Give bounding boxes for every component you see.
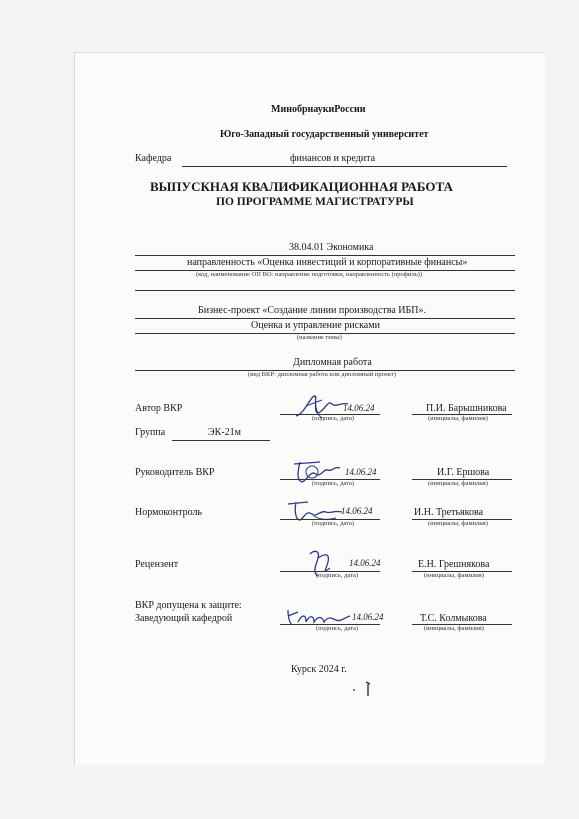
- reviewer-name-caption: (инициалы, фамилия): [424, 572, 484, 579]
- head-date: 14.06.24: [352, 612, 384, 622]
- city-year: Курск 2024 г.: [291, 664, 347, 675]
- department-value: финансов и кредита: [290, 153, 376, 164]
- head-name: Т.С. Колмыкова: [420, 613, 487, 624]
- topic-caption: (название темы): [297, 334, 342, 341]
- normocontrol-signature-caption: (подпись, дата): [312, 520, 355, 527]
- program-caption: (код, наименование ОП ВО: направление подготовки, направленность (профиль)): [196, 271, 422, 278]
- work-type-value: Дипломная работа: [293, 357, 372, 368]
- university-title: Юго-Западный государственный университет: [220, 129, 429, 140]
- author-date: 14.06.24: [343, 403, 375, 413]
- document-title: ВЫПУСКНАЯ КВАЛИФИКАЦИОННАЯ РАБОТА: [150, 179, 453, 194]
- head-role-label: Заведующий кафедрой: [135, 613, 233, 624]
- normocontrol-name: И.Н. Третьякова: [414, 507, 484, 518]
- author-name-caption: (инициалы, фамилия): [428, 415, 488, 422]
- author-role-label: Автор ВКР: [135, 403, 183, 414]
- group-label: Группа: [135, 427, 166, 438]
- program-code: 38.04.01 Экономика: [289, 242, 374, 253]
- normocontrol-name-caption: (инициалы, фамилия): [428, 520, 488, 527]
- supervisor-name: И.Г. Ершова: [437, 467, 490, 478]
- program-code-underline: [135, 255, 515, 256]
- author-signature-caption: (подпись, дата): [312, 415, 355, 422]
- ministry-title: МинобрнаукиРоссии: [271, 104, 366, 115]
- head-signature-caption: (подпись, дата): [316, 625, 359, 632]
- normocontrol-date: 14.06.24: [341, 506, 373, 516]
- reviewer-name: Е.Н. Грешнякова: [418, 559, 490, 570]
- normocontrol-role-label: Нормоконтроль: [135, 507, 203, 518]
- head-name-caption: (инициалы, фамилия): [424, 625, 484, 632]
- reviewer-signature-caption: (подпись, дата): [316, 572, 359, 579]
- admission-label: ВКР допущена к защите:: [135, 600, 242, 611]
- reviewer-role-label: Рецензент: [135, 559, 179, 570]
- document-subtitle: ПО ПРОГРАММЕ МАГИСТРАТУРЫ: [216, 196, 414, 208]
- group-underline: [172, 440, 270, 441]
- supervisor-date: 14.06.24: [345, 467, 377, 477]
- scan-mark: [350, 680, 374, 703]
- supervisor-signature-caption: (подпись, дата): [312, 480, 355, 487]
- department-underline: [182, 166, 507, 167]
- topic-underline-1: [135, 318, 515, 319]
- topic-line-1: Бизнес-проект «Создание линии производства ИБП».: [198, 305, 426, 316]
- topic-line-2: Оценка и управление рисками: [251, 320, 380, 331]
- supervisor-name-caption: (инициалы, фамилия): [428, 480, 488, 487]
- program-extra-underline: [135, 290, 515, 291]
- work-type-caption: (вид ВКР: дипломная работа или дипломный проект): [248, 371, 396, 378]
- department-label: Кафедра: [135, 153, 172, 164]
- program-direction: направленность «Оценка инвестиций и корпоративные финансы»: [187, 257, 468, 268]
- author-name: П.И. Барышникова: [426, 403, 507, 414]
- reviewer-date: 14.06.24: [349, 558, 381, 568]
- group-value: ЭК-21м: [208, 427, 241, 438]
- supervisor-role-label: Руководитель ВКР: [135, 467, 215, 478]
